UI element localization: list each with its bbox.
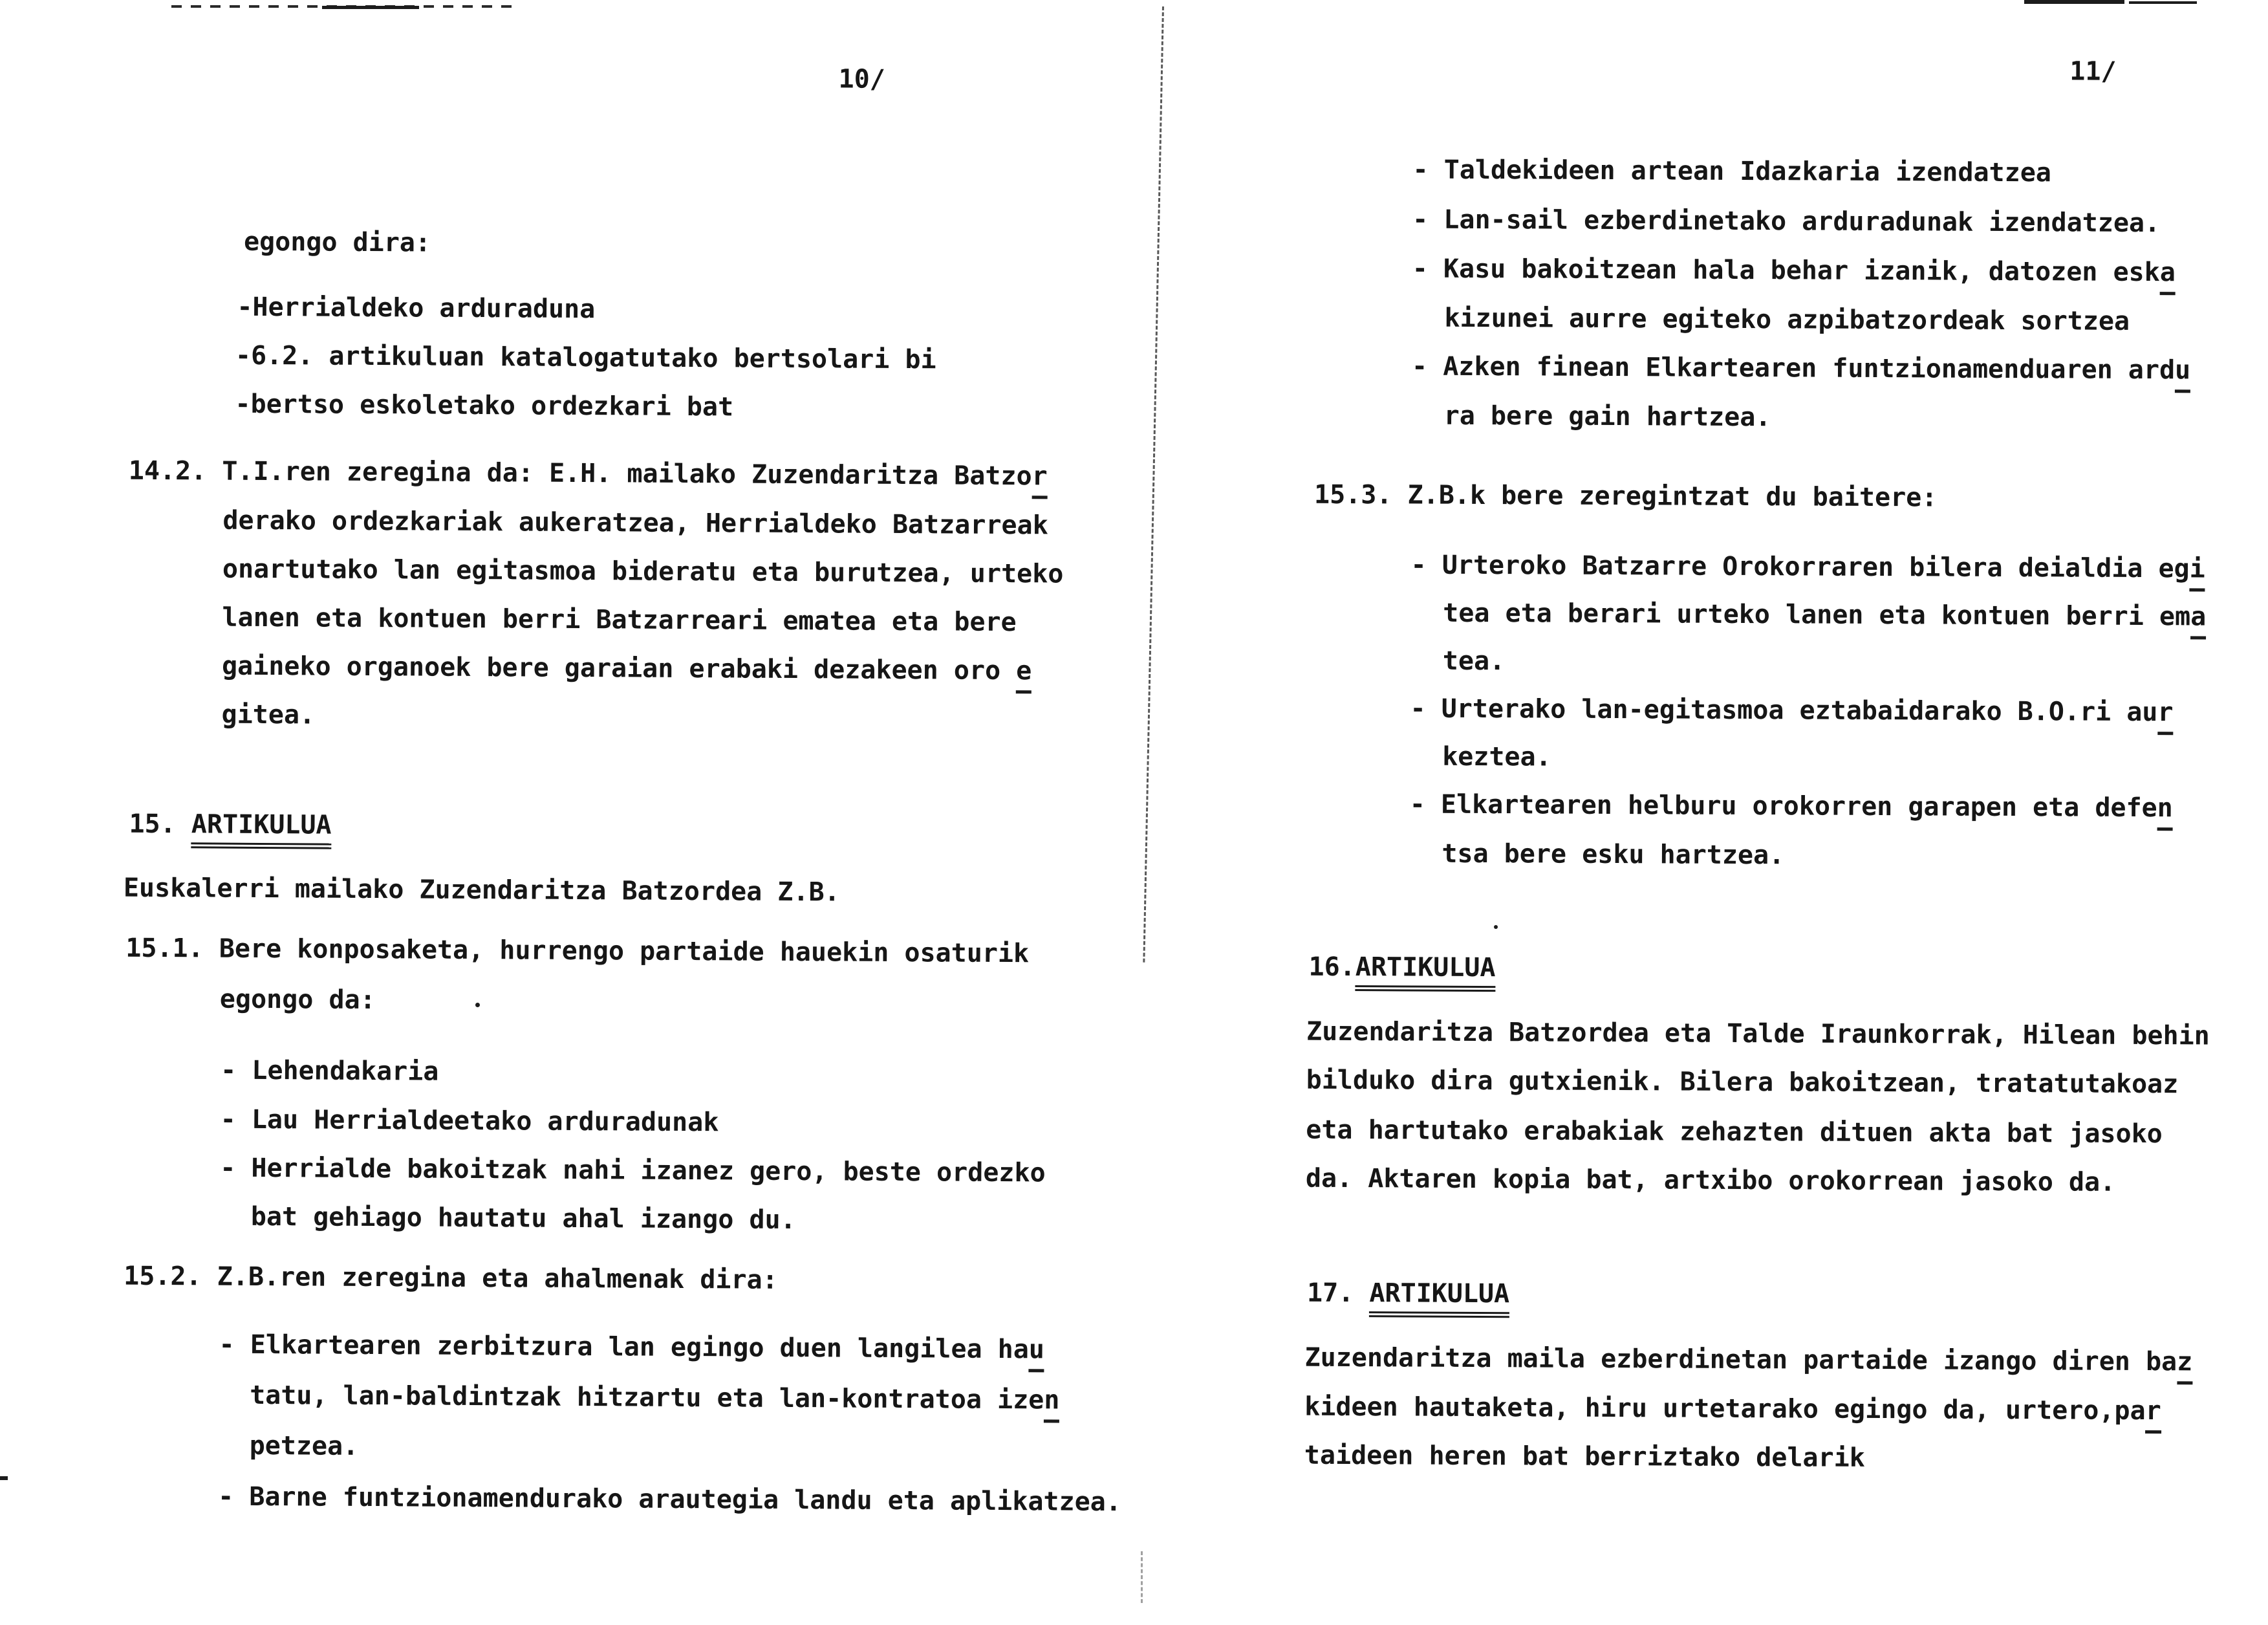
text-line: derako ordezkariak aukeratzea, Herrialdeko Batzarreak xyxy=(222,505,1048,541)
text-line: 15.3. Z.B.k bere zeregintzat du baitere: xyxy=(1314,479,1938,513)
text-line: tea eta berari urteko lanen eta kontuen berri ema xyxy=(1443,600,2206,630)
list-item: - Herrialde bakoitzak nahi izanez gero, beste ordezko xyxy=(220,1153,1046,1188)
text-line: gitea. xyxy=(221,699,316,730)
text-line: Euskalerri mailako Zuzendaritza Batzordea Z.B. xyxy=(123,873,840,908)
list-item: - Azken finean Elkartearen funtzionamenduaren ardu xyxy=(1412,353,2190,383)
text-line: petzea. xyxy=(249,1430,359,1461)
text-line: egongo da: xyxy=(219,984,376,1016)
article-heading: 15. ARTIKULUA xyxy=(129,811,331,838)
text-line: onartutako lan egitasmoa bideratu eta burutzea, urteko xyxy=(222,554,1064,589)
text-line: ra bere gain hartzea. xyxy=(1443,400,1771,433)
text-line: bat gehiago hautatu ahal izango du. xyxy=(250,1201,796,1236)
list-item: - Urterako lan-egitasmoa eztabaidarako B.O.ri aur xyxy=(1410,695,2173,725)
article-heading: 16.ARTIKULUA xyxy=(1308,954,1495,981)
list-item: - Lan-sail ezberdinetako arduradunak izendatzea. xyxy=(1412,204,2161,239)
text-line: Zuzendaritza Batzordea eta Talde Iraunkorrak, Hilean behin xyxy=(1306,1016,2210,1051)
text-line: bilduko dira gutxienik. Bilera bakoitzean, tratatutakoaz xyxy=(1306,1065,2179,1100)
text-line: gaineko organoek bere garaian erabaki dezakeen oro e xyxy=(222,653,1032,684)
text-line: Zuzendaritza maila ezberdinetan partaide izango diren baz xyxy=(1305,1345,2193,1375)
text-line: -bertso eskoletako ordezkari bat xyxy=(235,389,734,422)
text-line: 15.1. Bere konposaketa, hurrengo partaide hauekin osaturik xyxy=(125,933,1030,969)
text-line: egongo dira: xyxy=(243,226,431,258)
text-line: 14.2. T.I.ren zeregina da: E.H. mailako Zuzendaritza Batzor xyxy=(129,458,1048,490)
list-item: - Elkartearen helburu orokorren garapen eta defen xyxy=(1410,791,2173,821)
text-line: 15.2. Z.B.ren zeregina eta ahalmenak dira: xyxy=(124,1261,778,1295)
text-line: tatu, lan-baldintzak hitzartu eta lan-kontratoa izen xyxy=(250,1382,1060,1413)
text-line: tea. xyxy=(1442,646,1506,677)
article-heading: 17. ARTIKULUA xyxy=(1307,1280,1509,1307)
text-line: eta hartutako erabakiak zehazten dituen akta bat jasoko xyxy=(1306,1115,2163,1150)
text-line: -Herrialdeko arduraduna xyxy=(237,292,596,325)
text-line: kizunei aurre egiteko azpibatzordeak sortzea xyxy=(1444,303,2130,336)
text-line: da. Aktaren kopia bat, artxibo orokorrean jasoko da. xyxy=(1305,1163,2116,1197)
text-line: tsa bere esku hartzea. xyxy=(1442,838,1785,871)
list-item: - Lehendakaria xyxy=(221,1055,439,1087)
text-line: kideen hautaketa, hiru urtetarako egingo da, urtero,par xyxy=(1304,1394,2161,1424)
text-line: keztea. xyxy=(1442,741,1551,772)
text-line: taideen heren bat berriztako delarik xyxy=(1304,1440,1865,1473)
list-item: - Taldekideen artean Idazkaria izendatzea xyxy=(1412,155,2052,188)
text-line: -6.2. artikuluan katalogatutako bertsolari bi xyxy=(235,340,936,375)
list-item: - Elkartearen zerbitzura lan egingo duen langilea hau xyxy=(219,1332,1045,1363)
list-item: - Urteroko Batzarre Orokorraren bilera deialdia egi xyxy=(1410,552,2205,582)
page-number: 11/ xyxy=(2069,56,2117,87)
list-item: - Barne funtzionamendurako arautegia landu eta aplikatzea. xyxy=(218,1481,1122,1518)
list-item: - Kasu bakoitzean hala behar izanik, datozen eska xyxy=(1412,256,2176,285)
text-line: lanen eta kontuen berri Batzarreari ematea eta bere xyxy=(222,602,1017,638)
list-item: - Lau Herrialdeetako arduradunak xyxy=(220,1104,719,1138)
page-number: 10/ xyxy=(838,64,885,94)
